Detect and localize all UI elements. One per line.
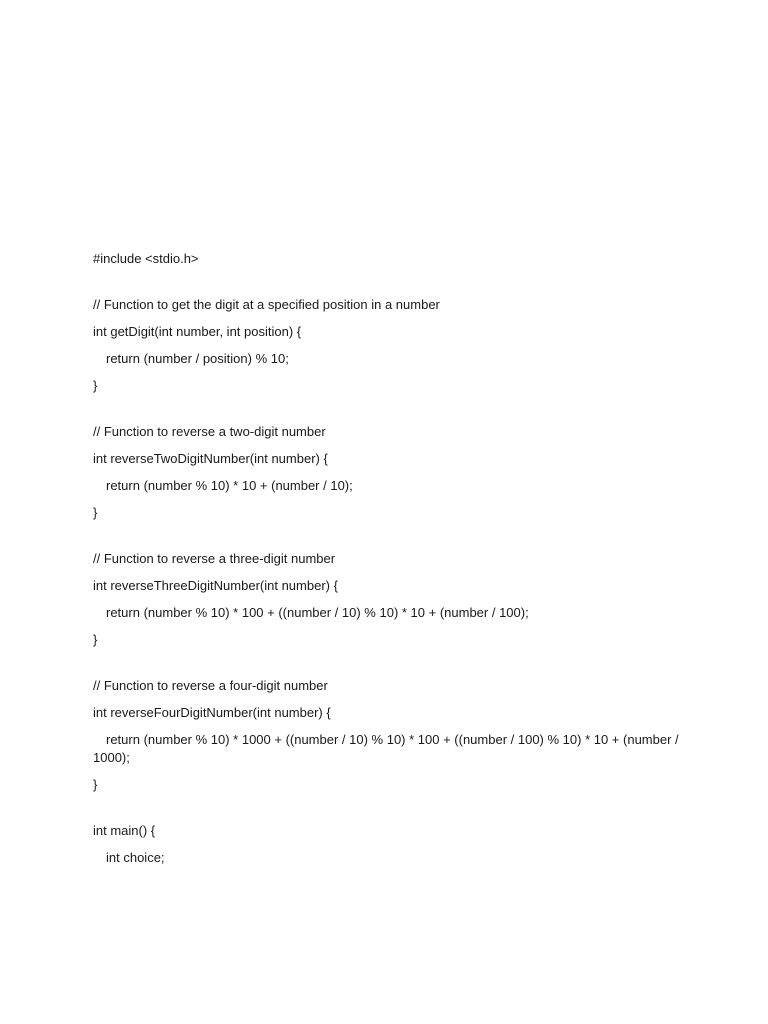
- code-line: int reverseTwoDigitNumber(int number) {: [93, 451, 328, 466]
- code-line: #include <stdio.h>: [93, 251, 199, 266]
- paragraph-spacing: [93, 368, 683, 377]
- code-line: int choice;: [106, 850, 165, 865]
- code-line: int getDigit(int number, int position) {: [93, 324, 302, 339]
- code-line: int main() {: [93, 823, 156, 838]
- paragraph-spacing: [93, 468, 683, 477]
- paragraph-spacing: [93, 341, 683, 350]
- paragraph-spacing: [93, 622, 683, 631]
- code-line: }: [93, 777, 98, 792]
- code-line: }: [93, 505, 98, 520]
- code-line: // Function to reverse a four-digit number: [93, 678, 328, 693]
- code-line: // Function to reverse a three-digit number: [93, 551, 336, 566]
- code-line: // Function to reverse a two-digit number: [93, 424, 326, 439]
- code-line: return (number % 10) * 10 + (number / 10);: [106, 478, 353, 493]
- code-line: int reverseThreeDigitNumber(int number) {: [93, 578, 338, 593]
- paragraph-spacing: [93, 840, 683, 849]
- code-line: int reverseFourDigitNumber(int number) {: [93, 705, 331, 720]
- code-line: return (number / position) % 10;: [106, 351, 289, 366]
- paragraph-spacing: [93, 722, 683, 731]
- code-line: }: [93, 378, 98, 393]
- code-line: return (number % 10) * 1000 + ((number / 10) % 10) * 100 + ((number / 100) % 10) * 10 + (number / 1000);: [93, 732, 683, 765]
- code-line: // Function to get the digit at a specified position in a number: [93, 297, 440, 312]
- paragraph-spacing: [93, 495, 683, 504]
- blank-line: [93, 794, 683, 822]
- paragraph-spacing: [93, 767, 683, 776]
- code-listing: [93, 250, 683, 867]
- paragraph-spacing: [93, 441, 683, 450]
- code-line: }: [93, 632, 98, 647]
- blank-line: [93, 268, 683, 296]
- paragraph-spacing: [93, 595, 683, 604]
- paragraph-spacing: [93, 695, 683, 704]
- paragraph-spacing: [93, 568, 683, 577]
- paragraph-spacing: [93, 314, 683, 323]
- blank-line: [93, 649, 683, 677]
- code-line: return (number % 10) * 100 + ((number / 10) % 10) * 10 + (number / 100);: [106, 605, 529, 620]
- blank-line: [93, 522, 683, 550]
- blank-line: [93, 395, 683, 423]
